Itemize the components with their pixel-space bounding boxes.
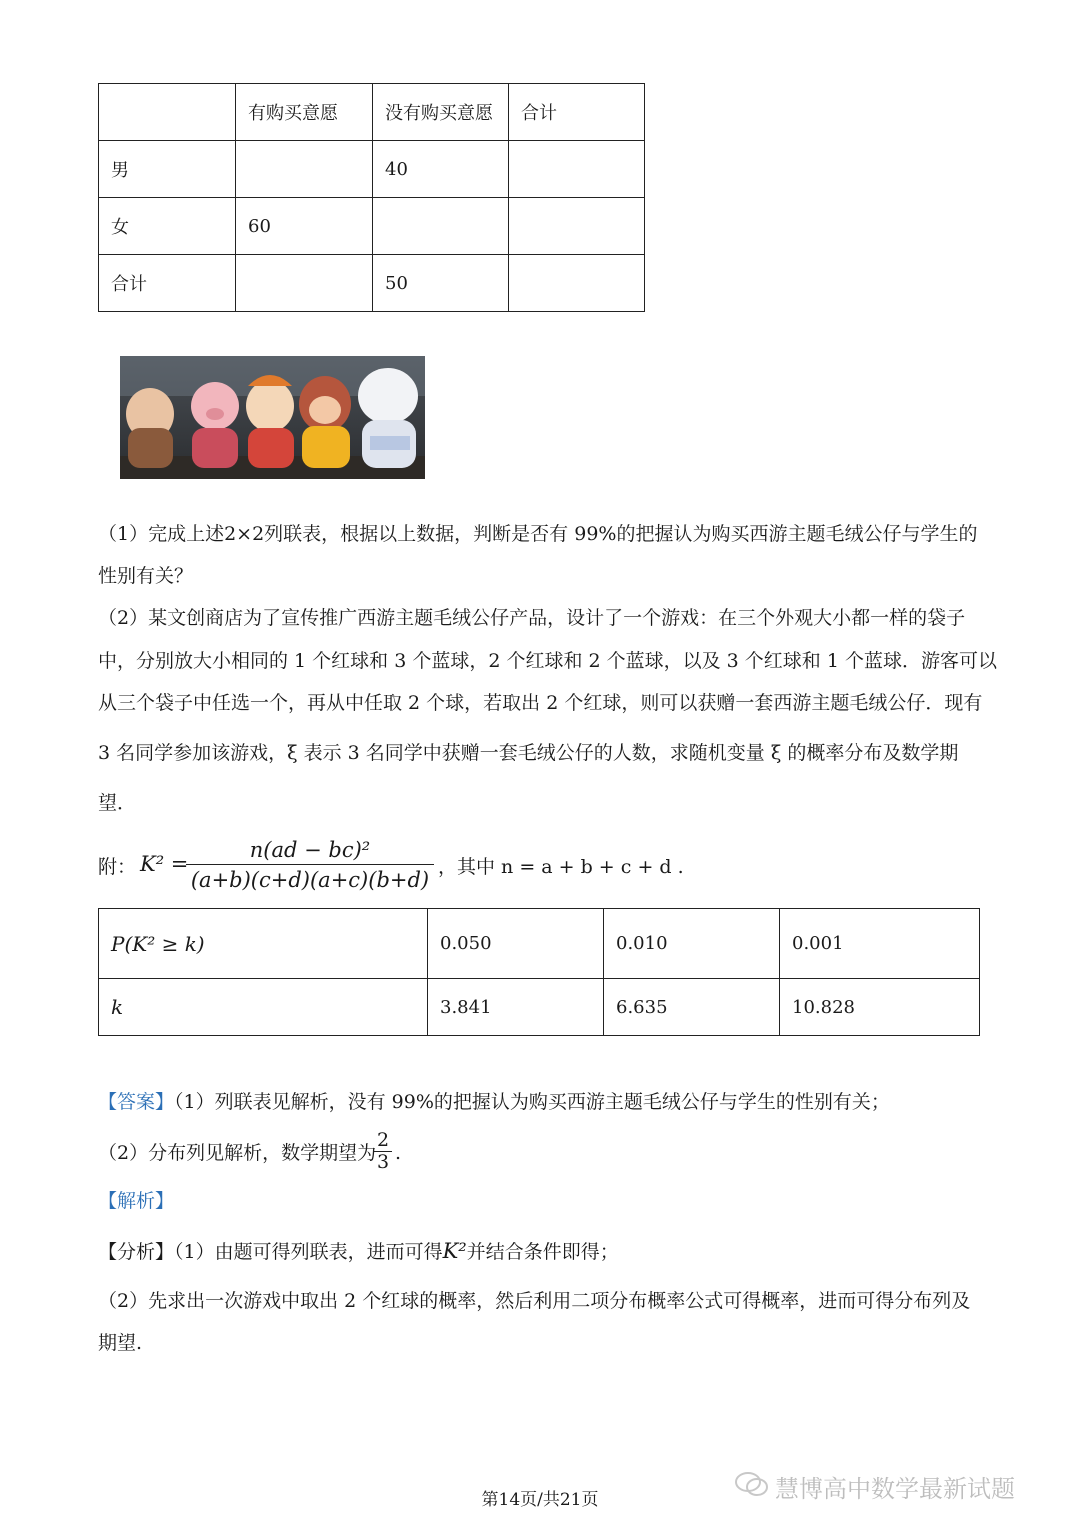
answer-period: . [395,1142,402,1164]
formula [98,836,798,896]
fenxi-tag: 【分析】 [98,1241,175,1263]
table-header-cell: 合计 [509,84,645,141]
fenxi-line-3: 期望. [98,1332,143,1354]
table-cell [236,255,373,312]
table-cell: 40 [373,141,509,198]
table-cell: 女 [99,198,236,255]
answer-tag: 【答案】 [98,1091,175,1113]
fenxi-line-2: （2）先求出一次游戏中取出 2 个红球的概率，然后利用二项分布概率公式可得概率，进而可得分布列及 [98,1290,971,1312]
question-2-line-1: （2）某文创商店为了宣传推广西游主题毛绒公仔产品，设计了一个游戏：在三个外观大小都一样的袋子 [98,607,966,629]
table-cell: 合计 [99,255,236,312]
table-cell [509,141,645,198]
table-cell: 男 [99,141,236,198]
question-2-line-5: 望． [98,792,137,814]
analysis-tag: 【解析】 [98,1190,175,1212]
watermark-text: 慧博高中数学最新试题 [775,1475,1015,1503]
fenxi-text-1a: （1）由题可得列联表，进而可得 [174,1241,443,1263]
table-row [99,909,980,979]
answer-text-1: （1）列联表见解析，没有 99%的把握认为购买西游主题毛绒公仔与学生的性别有关； [174,1091,890,1113]
formula-lhs: K² = [140,852,189,876]
fenxi-text-1b: 并结合条件即得； [466,1241,619,1263]
table-row [99,255,645,312]
formula-suffix: ，其中 n = a + b + c + d . [438,856,684,878]
question-1-line-2: 性别有关？ [98,565,194,587]
page-footer: 第14页/共21页 [481,1490,599,1510]
fenxi-k2: K² [442,1239,467,1263]
answer-text-2: （2）分布列见解析，数学期望为 [98,1142,377,1164]
table-cell: 0.001 [780,909,980,979]
table-cell [99,84,236,141]
table-cell: 50 [373,255,509,312]
formula-prefix: 附： [98,856,137,878]
table-cell: 6.635 [604,979,780,1036]
table-cell: P(K² ≥ k) [99,909,428,979]
fraction-numerator: 2 [376,1129,390,1151]
answer-line-1 [98,1089,890,1115]
table-header-cell: 没有购买意愿 [373,84,509,141]
question-2-line-3: 从三个袋子中任选一个，再从中任取 2 个球，若取出 2 个红球，则可以获赠一套西游主题毛绒公仔．现有 [98,692,983,714]
table-cell: 60 [236,198,373,255]
critical-value-table [98,908,980,1036]
table-row [99,979,980,1036]
question-1-line-1: （1）完成上述2×2列联表，根据以上数据，判断是否有 99%的把握认为购买西游主题毛绒公仔与学生的 [98,523,978,545]
table-cell: 3.841 [428,979,604,1036]
table-row [99,141,645,198]
table-cell: 0.010 [604,909,780,979]
table-cell [509,198,645,255]
table-cell [236,141,373,198]
formula-numerator: n(ad − bc)² [249,838,371,862]
table-header-cell: 有购买意愿 [236,84,373,141]
question-2-line-4: 3 名同学参加该游戏，ξ 表示 3 名同学中获赠一套毛绒公仔的人数，求随机变量 ξ 的概率分布及数学期 [98,742,959,764]
contingency-table [98,83,645,312]
question-2-line-2: 中，分别放大小相同的 1 个红球和 3 个蓝球，2 个红球和 2 个蓝球，以及 3 个红球和 1 个蓝球．游客可以 [98,650,997,672]
table-cell: k [99,979,428,1036]
table-row [99,198,645,255]
table-cell [509,255,645,312]
formula-denominator: (a+b)(c+d)(a+c)(b+d) [190,868,430,892]
fraction-denominator: 3 [376,1151,390,1173]
table-cell [373,198,509,255]
table-cell: 0.050 [428,909,604,979]
fenxi-line-1 [98,1238,619,1265]
plush-toys-photo [120,356,425,479]
table-cell: 10.828 [780,979,980,1036]
